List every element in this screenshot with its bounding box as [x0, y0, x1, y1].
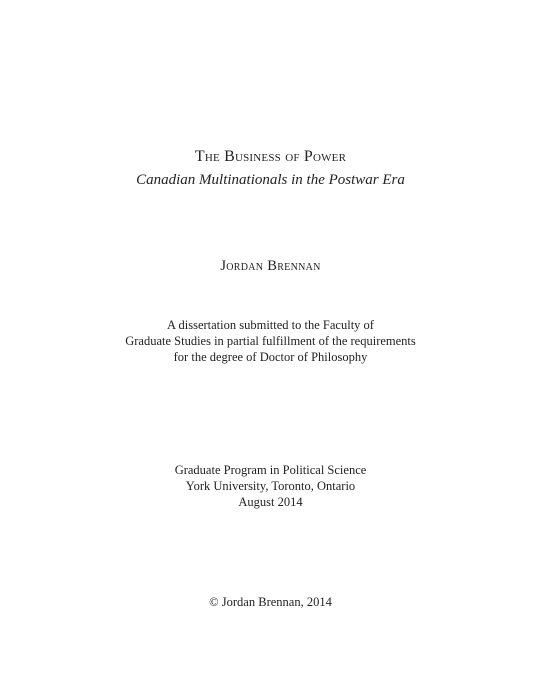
statement-line-3: for the degree of Doctor of Philosophy	[173, 350, 368, 364]
author-name: Jordan Brennan	[220, 258, 321, 274]
university-location: York University, Toronto, Ontario	[185, 479, 356, 493]
submission-date: August 2014	[238, 495, 303, 509]
document-title: The Business of Power	[194, 148, 347, 165]
document-subtitle: Canadian Multinationals in the Postwar Era	[136, 172, 405, 188]
statement-line-1: A dissertation submitted to the Faculty of	[167, 318, 374, 332]
statement-line-2: Graduate Studies in partial fulfillment of the requirements	[125, 334, 416, 348]
copyright-notice: © Jordan Brennan, 2014	[209, 595, 332, 609]
program-name: Graduate Program in Political Science	[174, 463, 367, 477]
